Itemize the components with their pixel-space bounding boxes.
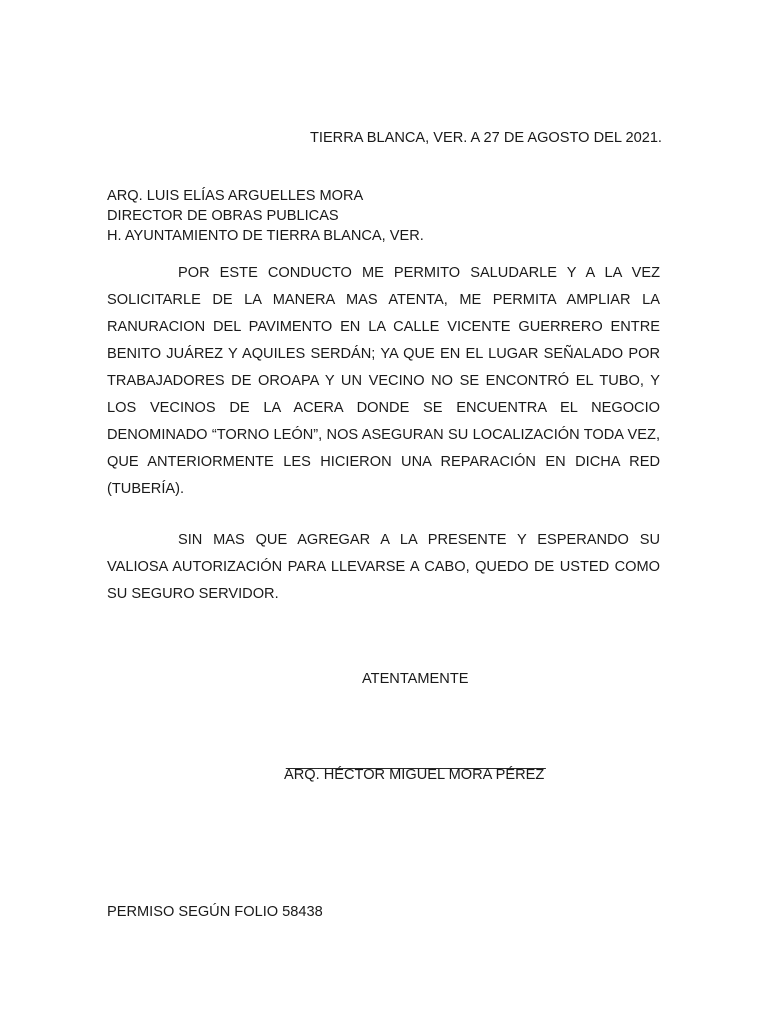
body-paragraph-2: [107, 527, 660, 608]
body-paragraph-1: [107, 260, 660, 503]
paragraph-1-text: POR ESTE CONDUCTO ME PERMITO SALUDARLE Y A LA VEZ SOLICITARLE DE LA MANERA MAS ATENTA, ME PERMITA AMPLIAR LA RANURACION DEL PAVIMENTO EN LA CALLE VICENTE GUERRERO ENTRE BENITO JUÁREZ Y AQUILES SERDÁN; YA QUE EN EL LUGAR SEÑALADO POR TRABAJADORES DE OROAPA Y UN VECINO NO SE ENCONTRÓ EL TUBO, Y LOS VECINOS DE LA ACERA DONDE SE ENCUENTRA EL NEGOCIO DENOMINADO “TORNO LEÓN”, NOS ASEGURAN SU LOCALIZACIÓN TODA VEZ, QUE ANTERIORMENTE LES HICIERON UNA REPARACIÓN EN DICHA RED (TUBERÍA).: [107, 265, 660, 497]
recipient-organization: H. AYUNTAMIENTO DE TIERRA BLANCA, VER.: [107, 228, 424, 244]
recipient-position: DIRECTOR DE OBRAS PUBLICAS: [107, 208, 339, 224]
recipient-name: ARQ. LUIS ELÍAS ARGUELLES MORA: [107, 188, 364, 204]
signatory-name: ARQ. HÉCTOR MIGUEL MORA PÉREZ: [284, 767, 545, 783]
recipient-block: [107, 186, 424, 246]
closing: ATENTAMENTE: [362, 671, 469, 687]
folio-note: PERMISO SEGÚN FOLIO 58438: [107, 904, 323, 920]
signature-line: ________________________________: [286, 754, 546, 770]
paragraph-2-text: SIN MAS QUE AGREGAR A LA PRESENTE Y ESPERANDO SU VALIOSA AUTORIZACIÓN PARA LLEVARSE A CABO, QUEDO DE USTED COMO SU SEGURO SERVIDOR.: [107, 532, 660, 602]
place-date: TIERRA BLANCA, VER. A 27 DE AGOSTO DEL 2021.: [309, 130, 662, 146]
